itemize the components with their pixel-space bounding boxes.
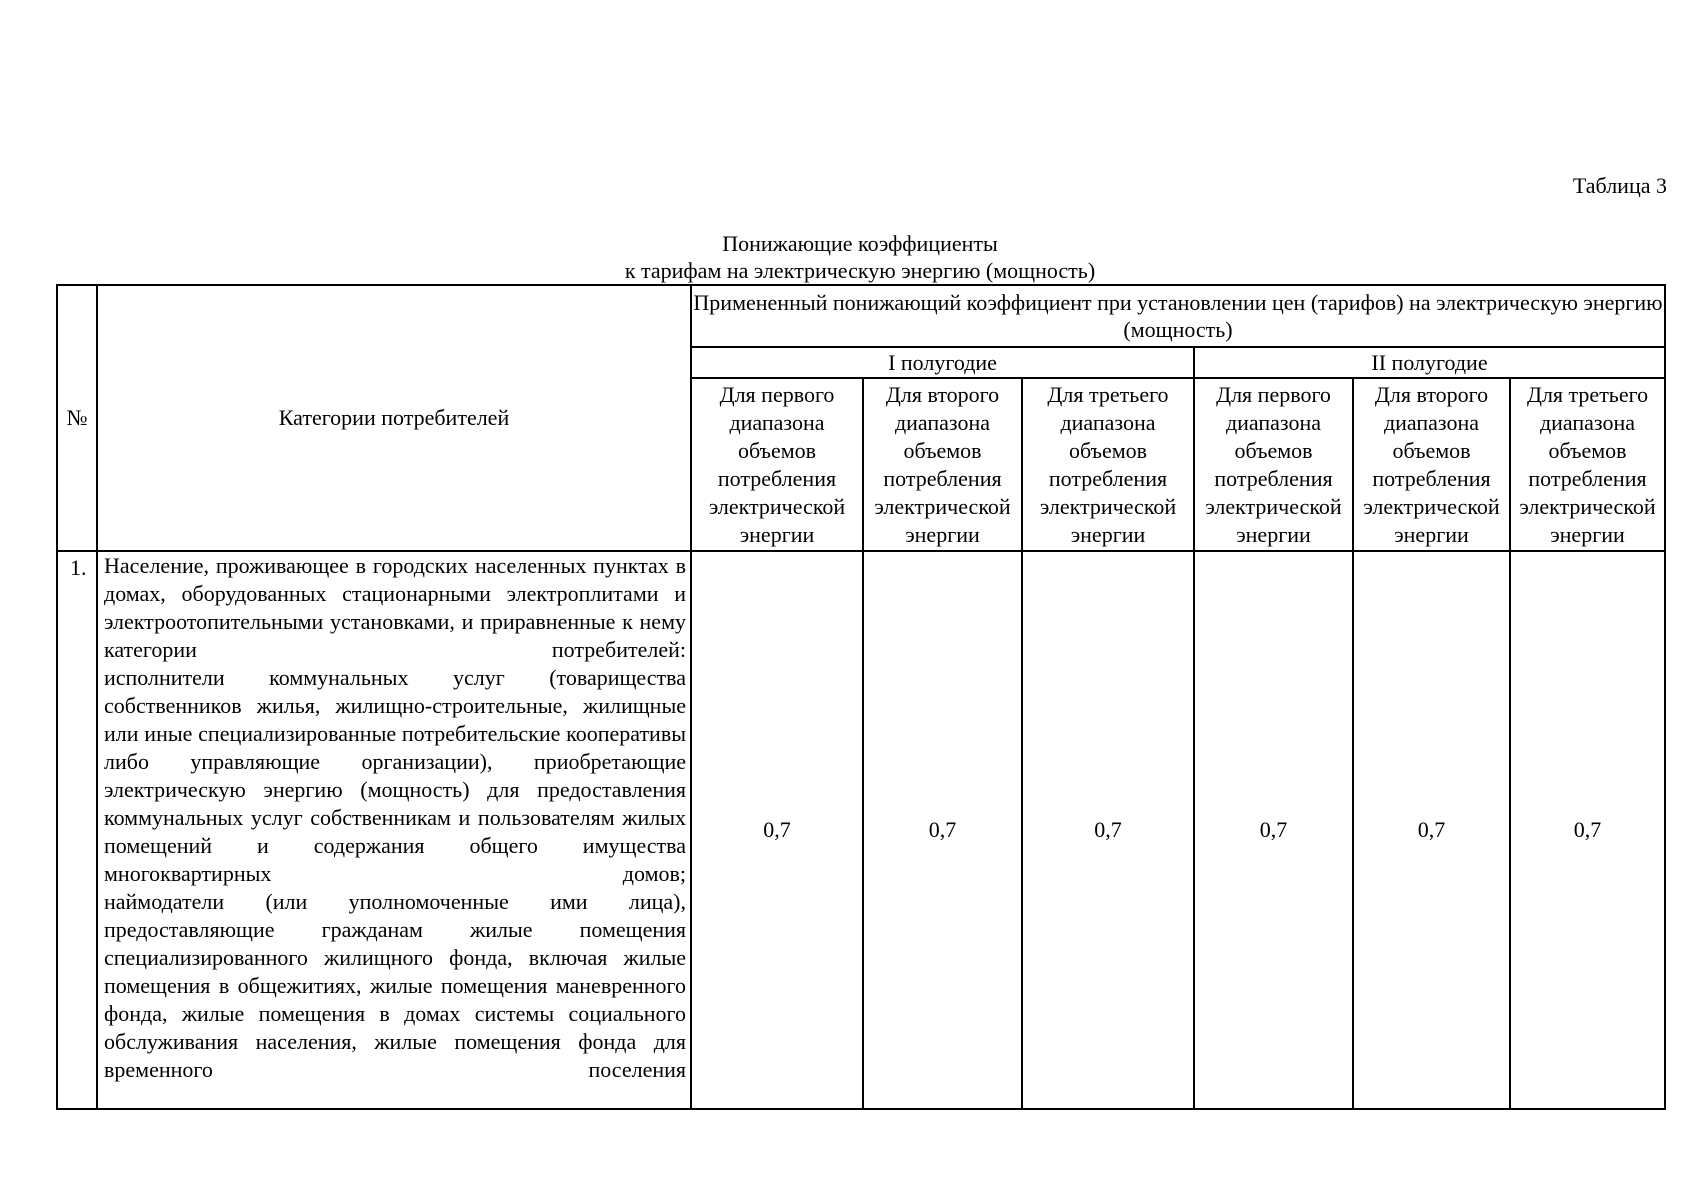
category-paragraph-3: наймодатели (или уполномоченные ими лица), предоставляющие гражданам жилые помещения специализированного жилищного фонда, включая жилые помещения в общежитиях, жилые помещения маневренного фонда, жилые помещения в домах системы социального обслуживания населения, жилые помещения фонда для временного поселения bbox=[104, 889, 686, 1082]
header-coefficient: Примененный понижающий коэффициент при установлении цен (тарифов) на электрическую энергию (мощность) bbox=[691, 285, 1665, 347]
header-range-1-h1: Для первого диапазона объемов потребления электрической энергии bbox=[691, 378, 863, 551]
coefficients-table bbox=[56, 284, 1666, 1110]
header-category: Категории потребителей bbox=[97, 285, 691, 551]
document-title bbox=[0, 230, 1697, 284]
table-number-label: Таблица 3 bbox=[1572, 173, 1667, 198]
title-line-2: к тарифам на электрическую энергию (мощность) bbox=[624, 258, 1096, 283]
header-range-1-h2: Для первого диапазона объемов потребления электрической энергии bbox=[1194, 378, 1353, 551]
header-half-year-2: II полугодие bbox=[1194, 347, 1665, 378]
value-h1-range-3: 0,7 bbox=[1022, 551, 1194, 1109]
header-half-year-1: I полугодие bbox=[691, 347, 1194, 378]
value-h1-range-2: 0,7 bbox=[863, 551, 1022, 1109]
row-category bbox=[97, 551, 691, 1109]
row-number: 1. bbox=[57, 551, 97, 1109]
header-range-3-h2: Для третьего диапазона объемов потребления электрической энергии bbox=[1510, 378, 1665, 551]
table-row bbox=[57, 551, 1665, 1109]
category-paragraph-2: исполнители коммунальных услуг (товарищества собственников жилья, жилищно-строительные, жилищные или иные специализированные потребительские кооперативы либо управляющие организации), приобретающие электрическую энергию (мощность) для предоставления коммунальных услуг собственникам и пользователям жилых помещений и содержания общего имущества многоквартирных домов; bbox=[104, 665, 686, 886]
header-number: № bbox=[57, 285, 97, 551]
value-h1-range-1: 0,7 bbox=[691, 551, 863, 1109]
value-h2-range-2: 0,7 bbox=[1353, 551, 1510, 1109]
header-range-3-h1: Для третьего диапазона объемов потребления электрической энергии bbox=[1022, 378, 1194, 551]
header-range-2-h1: Для второго диапазона объемов потребления электрической энергии bbox=[863, 378, 1022, 551]
header-range-2-h2: Для второго диапазона объемов потребления электрической энергии bbox=[1353, 378, 1510, 551]
title-line-1: Понижающие коэффициенты bbox=[722, 231, 998, 256]
value-h2-range-3: 0,7 bbox=[1510, 551, 1665, 1109]
category-paragraph-1: Население, проживающее в городских населенных пунктах в домах, оборудованных стационарными электроплитами и электроотопительными установками, и приравненные к нему категории потребителей: bbox=[104, 553, 686, 662]
value-h2-range-1: 0,7 bbox=[1194, 551, 1353, 1109]
